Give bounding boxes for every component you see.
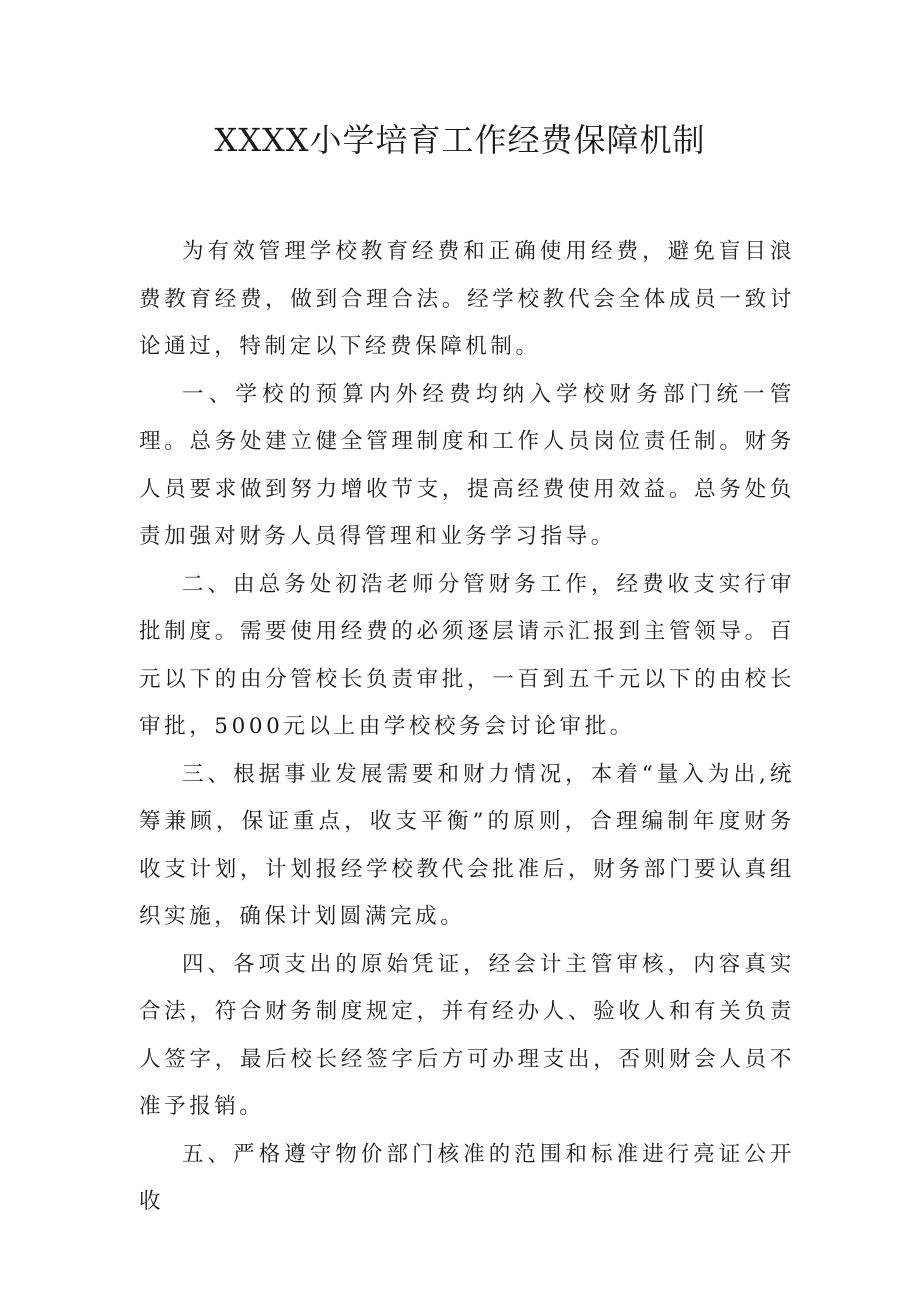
paragraph-article-4: 四、各项支出的原始凭证，经会计主管审核，内容真实合法，符合财务制度规定，并有经办人、验收人和有关负责人签字，最后校长经签字后方可办理支出，否则财会人员不准予报销。	[139, 951, 795, 1119]
paragraph-article-3: 三、根据事业发展需要和财力情况，本着“量入为出,统筹兼顾，保证重点，收支平衡”的原则，合理编制年度财务收支计划，计划报经学校教代会批准后，财务部门要认真组织实施，确保计划圆满完成。	[139, 761, 795, 929]
paragraph-article-2: 二、由总务处初浩老师分管财务工作，经费收支实行审批制度。需要使用经费的必须逐层请示汇报到主管领导。百元以下的由分管校长负责审批，一百到五千元以下的由校长审批，5000元以上由学校校务会讨论审批。	[139, 571, 795, 739]
paragraph-article-5: 五、严格遵守物价部门核准的范围和标准进行亮证公开收	[139, 1141, 795, 1214]
document-title: XXXX小学培育工作经费保障机制	[214, 121, 706, 159]
paragraph-intro: 为有效管理学校教育经费和正确使用经费，避免盲目浪费教育经费，做到合理合法。经学校教代会全体成员一致讨论通过，特制定以下经费保障机制。	[139, 239, 795, 359]
paragraph-article-1: 一、学校的预算内外经费均纳入学校财务部门统一管理。总务处建立健全管理制度和工作人员岗位责任制。财务人员要求做到努力增收节支，提高经费使用效益。总务处负责加强对财务人员得管理和业务学习指导。	[139, 381, 795, 549]
document-body	[139, 228, 795, 1226]
